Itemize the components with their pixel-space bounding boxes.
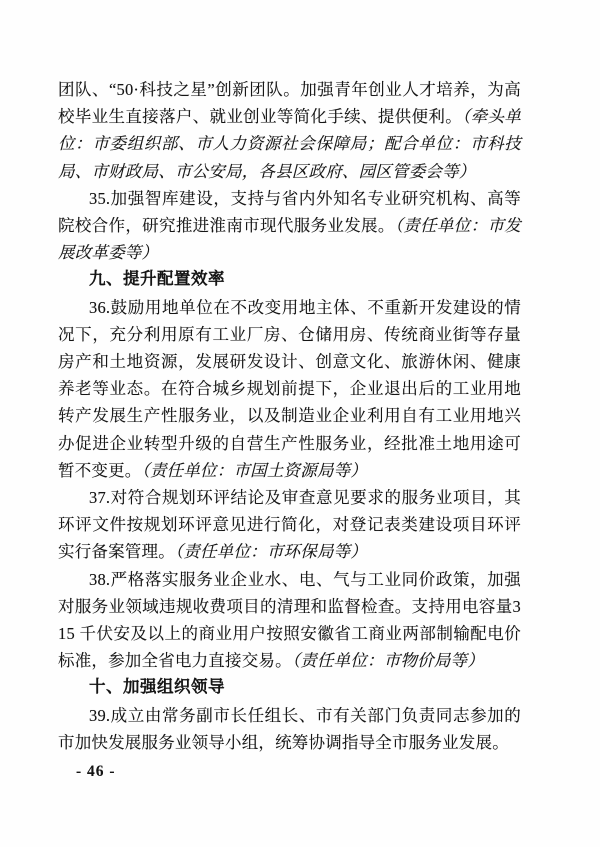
paragraph-text: 38.严格落实服务业企业水、电、气与工业同价政策，加强对服务业领域违规收费项目的清理和监督检查。支持用电容量315 千伏安及以上的商业用户按照安徽省工商业两部制输配电价标准，参加全省电力直接交易。 <box>58 569 521 671</box>
paragraph-text: 39.成立由常务副市长任组长、市有关部门负责同志参加的市加快发展服务业领导小组，统筹协调指导全市服务业发展。 <box>58 705 521 752</box>
paragraph-item-38 <box>58 566 521 675</box>
paragraph-item-36 <box>58 294 521 484</box>
responsible-unit-note: （责任单位：市环保局等） <box>174 542 368 562</box>
section-heading-9: 九、提升配置效率 <box>89 270 225 289</box>
responsible-unit-note: （责任单位：市发展改革委等） <box>58 216 521 263</box>
responsible-unit-note: （责任单位：市物价局等） <box>291 651 484 671</box>
page-number: - 46 - <box>76 763 116 780</box>
paragraph-continuation <box>58 76 521 185</box>
paragraph-text: 36.鼓励用地单位在不改变用地主体、不重新开发建设的情况下，充分利用原有工业厂房、仓储用房、传统商业街等存量房产和土地资源，发展研发设计、创意文化、旅游休闲、健康养老等业态。在符合城乡规划前提下，企业退出后的工业用地转产发展生产性服务业，以及制造业企业利用自有工业用地兴办促进企业转型升级的自营生产性服务业，经批准土地用途可暂不变更。 <box>58 297 521 480</box>
lead-unit-note: （牵头单位：市委组织部、市人力资源社会保障局；配合单位：市科技局、市财政局、市公安局，各县区政府、园区管委会等） <box>58 107 521 181</box>
responsible-unit-note: （责任单位：市国土资源局等） <box>141 460 368 480</box>
document-body <box>58 76 521 756</box>
section-heading-10: 十、加强组织领导 <box>89 678 225 697</box>
paragraph-text: 团队、“50·科技之星”创新团队。加强青年创业人才培养，为高校毕业生直接落户、就业创业等简化手续、提供便利。 <box>58 80 521 127</box>
paragraph-item-37 <box>58 484 521 566</box>
paragraph-item-35 <box>58 185 521 267</box>
paragraph-text: 37.对符合规划环评结论及审查意见要求的服务业项目，其环评文件按规划环评意见进行简化，对登记表类建设项目环评实行备案管理。 <box>58 488 521 562</box>
paragraph-item-39 <box>58 702 521 756</box>
paragraph-text: 35.加强智库建设，支持与省内外知名专业研究机构、高等院校合作，研究推进淮南市现代服务业发展。 <box>58 188 521 236</box>
